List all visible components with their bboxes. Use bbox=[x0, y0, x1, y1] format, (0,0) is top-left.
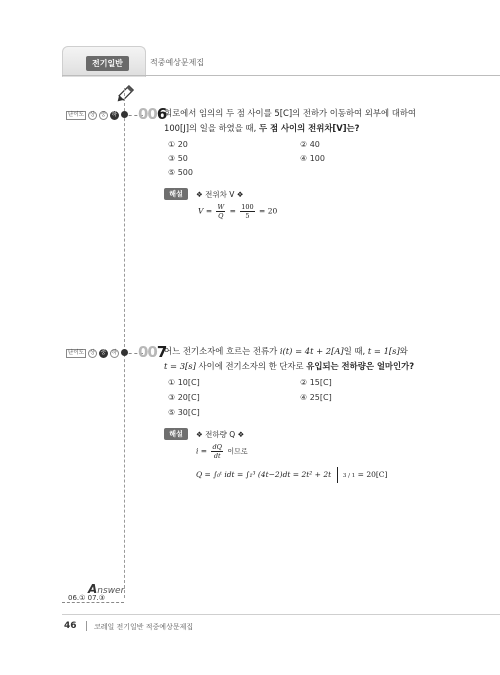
header-subtitle: 적중예상문제집 bbox=[150, 58, 205, 67]
q6-line1: 회로에서 임의의 두 점 사이를 5[C]의 전하가 이동하여 외부에 대하여 bbox=[164, 108, 417, 118]
margin-guide bbox=[124, 88, 125, 598]
level-high: 상 bbox=[89, 349, 96, 356]
answer-label: Answer bbox=[88, 582, 125, 596]
q7-equation-1 bbox=[196, 443, 248, 460]
eq-lhs: V bbox=[198, 206, 204, 216]
q6-option-2[interactable]: ② 40 bbox=[300, 140, 320, 149]
eq2-bounds: 3 / 1 bbox=[342, 473, 356, 479]
eq1-tail: 이므로 bbox=[227, 447, 248, 456]
q7-t1: t = 1[s] bbox=[367, 346, 400, 356]
q7-current-expr: i(t) = 4t + 2[A] bbox=[279, 346, 344, 356]
q7-option-4[interactable]: ④ 25[C] bbox=[300, 393, 332, 402]
q6-marker-dot bbox=[121, 111, 128, 118]
q7-marker-dot bbox=[121, 349, 128, 356]
q7-solution-badge: 해설 bbox=[164, 428, 188, 440]
eq-result: = 20 bbox=[259, 206, 278, 216]
q7-line1-b: 일 때, bbox=[343, 346, 368, 356]
level-high: 상 bbox=[89, 111, 96, 118]
eq2-eval-bar bbox=[337, 467, 338, 483]
q6-difficulty bbox=[66, 110, 143, 120]
footer-title: 코레일 전기일반 적중예상문제집 bbox=[94, 623, 194, 631]
q7-t3: t = 3[s] bbox=[164, 361, 196, 371]
header-badge: 전기일반 bbox=[86, 56, 129, 71]
level-mid: 중 bbox=[100, 111, 107, 118]
q6-option-3[interactable]: ③ 50 bbox=[168, 154, 188, 163]
q7-difficulty bbox=[66, 348, 143, 358]
q6-option-1[interactable]: ① 20 bbox=[168, 140, 188, 149]
eq1-lhs: i = bbox=[196, 446, 208, 456]
eq2-body: Q = ∫₀ᵗ idt = ∫₁³ (4t−2)dt = 2t² + 2t bbox=[196, 470, 332, 479]
answer-rule bbox=[62, 602, 124, 603]
q7-number-last: 7 bbox=[156, 343, 167, 361]
level-mid: 중 bbox=[100, 349, 107, 356]
q6-option-4[interactable]: ④ 100 bbox=[300, 154, 325, 163]
q7-option-1[interactable]: ① 10[C] bbox=[168, 378, 200, 387]
q7-number-prefix: 00 bbox=[138, 343, 157, 361]
q6-number-last: 6 bbox=[156, 105, 167, 123]
q7-line2-bold: 유입되는 전하량은 얼마인가? bbox=[306, 361, 415, 371]
q7-option-3[interactable]: ③ 20[C] bbox=[168, 393, 200, 402]
q7-equation-2 bbox=[196, 467, 387, 483]
eq1-frac: $\frac{dQ}{dt}$ bbox=[212, 443, 222, 460]
page-number: 46 bbox=[64, 621, 77, 631]
q6-line2-bold: 두 점 사이의 전위차[V]는? bbox=[258, 123, 360, 133]
q7-line1-c: 와 bbox=[399, 346, 408, 356]
q7-option-2[interactable]: ② 15[C] bbox=[300, 378, 332, 387]
q6-line2 bbox=[164, 121, 464, 136]
q7-option-5[interactable]: ⑤ 30[C] bbox=[168, 408, 200, 417]
eq-frac-values: $\frac{100}{5}$ bbox=[241, 203, 254, 220]
level-low: 하 bbox=[111, 111, 118, 118]
q6-text bbox=[164, 106, 464, 136]
q7-line1 bbox=[164, 344, 474, 359]
difficulty-label: 난이도 bbox=[68, 349, 84, 356]
q7-line2-plain: 사이에 전기소자의 한 단자로 bbox=[195, 361, 307, 371]
q6-number-prefix: 00 bbox=[138, 105, 157, 123]
level-low: 하 bbox=[111, 349, 118, 356]
q6-line2-plain: 100[J]의 일을 하였을 때, bbox=[164, 123, 259, 133]
q7-line2 bbox=[164, 359, 474, 374]
q6-solution-badge: 해설 bbox=[164, 188, 188, 200]
q6-option-5[interactable]: ⑤ 500 bbox=[168, 168, 193, 177]
answer-items: 06.① 07.③ bbox=[68, 594, 106, 602]
q7-text bbox=[164, 344, 474, 374]
footer-separator bbox=[86, 621, 87, 631]
q6-number bbox=[138, 105, 166, 123]
header-rule bbox=[62, 75, 500, 76]
q7-solution-title: ❖ 전하량 Q ❖ bbox=[196, 430, 245, 439]
footer-rule bbox=[62, 614, 500, 615]
difficulty-label: 난이도 bbox=[68, 111, 84, 118]
q7-line1-a: 어느 전기소자에 흐르는 전류가 bbox=[164, 346, 280, 356]
q6-equation: V = $\frac{W}{Q}$ = $\frac{100}{5}$ = 20 bbox=[198, 203, 278, 220]
eq2-result: = 20[C] bbox=[357, 470, 388, 479]
q7-number bbox=[138, 343, 166, 361]
eq-frac-wq: $\frac{W}{Q}$ bbox=[217, 203, 225, 220]
q6-solution-title: ❖ 전위차 V ❖ bbox=[196, 190, 244, 199]
